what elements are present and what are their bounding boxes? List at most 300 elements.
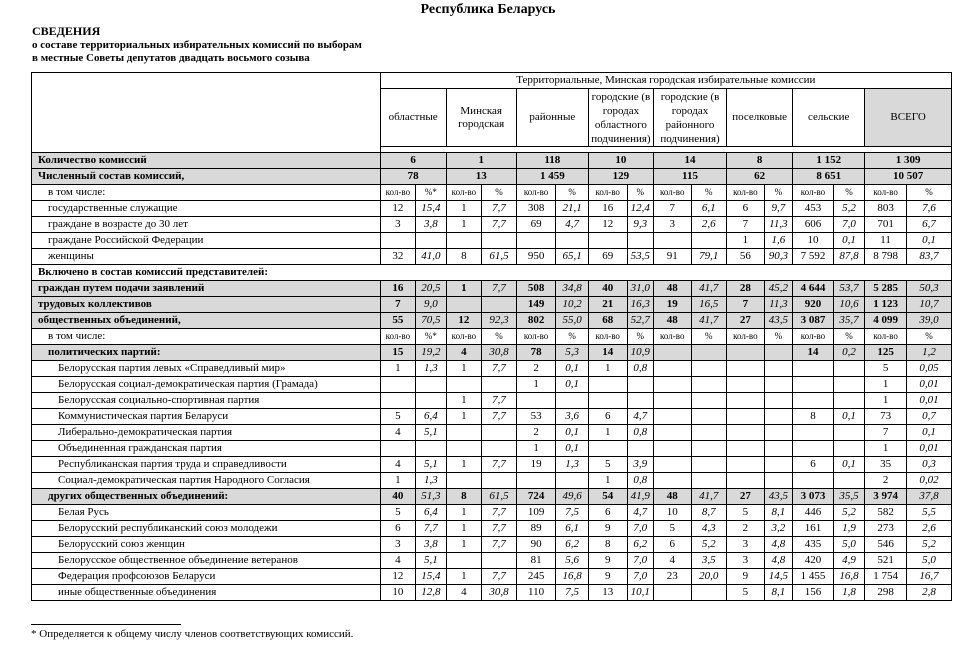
cell-percent: 7,7	[482, 217, 517, 233]
cell-percent	[691, 441, 727, 457]
cell-count: 69	[588, 249, 627, 265]
cell-count: 1	[446, 201, 482, 217]
column-subheader: кол-во	[588, 185, 627, 201]
cell-percent: 20,0	[691, 569, 727, 585]
cell-percent: 45,2	[764, 281, 792, 297]
cell-count: 5	[588, 457, 627, 473]
cell-count: 3 073	[793, 489, 834, 505]
cell-count: 2	[516, 361, 556, 377]
cell-percent	[833, 441, 865, 457]
table-row	[32, 185, 952, 201]
cell-count	[653, 233, 691, 249]
cell-count: 14	[588, 345, 627, 361]
cell-count: 5	[865, 361, 907, 377]
column-subheader: %	[482, 329, 517, 345]
cell-percent: 1,6	[764, 233, 792, 249]
cell-percent: 4,9	[833, 553, 865, 569]
column-subheader: кол-во	[380, 329, 416, 345]
column-subheader: %	[691, 185, 727, 201]
column-subheader: %	[764, 185, 792, 201]
cell-count: 1	[380, 361, 416, 377]
cell-count: 420	[793, 553, 834, 569]
cell-count: 1	[446, 457, 482, 473]
cell-count: 55	[380, 313, 416, 329]
cell-percent: 1,8	[833, 585, 865, 601]
cell-count: 1	[588, 473, 627, 489]
cell-count: 1	[516, 441, 556, 457]
cell-count: 6	[380, 521, 416, 537]
cell-count: 48	[653, 281, 691, 297]
country-heading: Республика Беларусь	[420, 2, 556, 17]
table-row	[32, 265, 952, 281]
row-label: Белорусское общественное объединение ветеранов	[32, 553, 381, 569]
cell-percent: 5,3	[556, 345, 589, 361]
cell-count: 21	[588, 297, 627, 313]
cell-percent	[764, 361, 792, 377]
cell-count: 1	[865, 441, 907, 457]
cell-count: 12	[380, 569, 416, 585]
cell-count: 15	[380, 345, 416, 361]
cell-percent: 5,2	[833, 201, 865, 217]
cell-count	[653, 377, 691, 393]
cell-percent: 41,7	[691, 313, 727, 329]
cell-count: 8	[446, 249, 482, 265]
cell-count	[588, 233, 627, 249]
column-header-minsk-city: Минская городская	[446, 89, 516, 147]
cell-value: 10	[588, 153, 653, 169]
cell-percent: 83,7	[906, 249, 951, 265]
cell-percent: 43,5	[764, 313, 792, 329]
cell-count: 7 592	[793, 249, 834, 265]
cell-percent: 10,6	[833, 297, 865, 313]
cell-count: 298	[865, 585, 907, 601]
cell-count	[727, 361, 765, 377]
cell-percent: 9,3	[627, 217, 653, 233]
cell-count	[793, 393, 834, 409]
row-label: Объединенная гражданская партия	[32, 441, 381, 457]
column-subheader: %	[482, 185, 517, 201]
column-header-oblast: областные	[380, 89, 446, 147]
cell-percent: 41,0	[416, 249, 446, 265]
cell-percent: 20,5	[416, 281, 446, 297]
column-header-rural: сельские	[793, 89, 865, 147]
cell-percent: 5,2	[906, 537, 951, 553]
cell-percent: 7,7	[416, 521, 446, 537]
cell-percent: 0,1	[556, 377, 589, 393]
cell-count: 2	[865, 473, 907, 489]
row-label: иные общественные объединения	[32, 585, 381, 601]
cell-count: 11	[865, 233, 907, 249]
cell-count: 5	[380, 505, 416, 521]
cell-percent: 2,8	[906, 585, 951, 601]
cell-percent	[691, 233, 727, 249]
cell-percent: 8,1	[764, 585, 792, 601]
cell-percent	[691, 409, 727, 425]
cell-percent: 21,1	[556, 201, 589, 217]
cell-percent: 7,7	[482, 201, 517, 217]
cell-count: 19	[516, 457, 556, 473]
cell-count: 10	[380, 585, 416, 601]
row-label: граждан путем подачи заявлений	[32, 281, 381, 297]
cell-percent: 49,6	[556, 489, 589, 505]
cell-count: 1 123	[865, 297, 907, 313]
column-subheader: %	[691, 329, 727, 345]
cell-count	[727, 441, 765, 457]
column-subheader: кол-во	[727, 185, 765, 201]
cell-percent: 0,1	[906, 425, 951, 441]
cell-count	[653, 409, 691, 425]
cell-count: 446	[793, 505, 834, 521]
cell-count: 7	[653, 201, 691, 217]
cell-count: 4 099	[865, 313, 907, 329]
cell-percent	[691, 345, 727, 361]
cell-percent: 16,8	[833, 569, 865, 585]
cell-count: 48	[653, 313, 691, 329]
column-subheader: кол-во	[380, 185, 416, 201]
cell-count: 1	[865, 377, 907, 393]
cell-count	[380, 233, 416, 249]
cell-count: 8 798	[865, 249, 907, 265]
table-row	[32, 329, 952, 345]
table-row	[32, 297, 952, 313]
cell-percent: 1,3	[556, 457, 589, 473]
cell-count: 9	[588, 553, 627, 569]
cell-count: 16	[380, 281, 416, 297]
cell-percent: 34,8	[556, 281, 589, 297]
table-row	[32, 537, 952, 553]
cell-percent: 6,4	[416, 505, 446, 521]
cell-percent: 19,2	[416, 345, 446, 361]
cell-percent: 7,7	[482, 569, 517, 585]
cell-percent: 31,0	[627, 281, 653, 297]
column-header-district: районные	[516, 89, 588, 147]
cell-percent: 12,4	[627, 201, 653, 217]
cell-count: 4 644	[793, 281, 834, 297]
cell-percent: 4,7	[627, 505, 653, 521]
column-subheader: %	[906, 185, 951, 201]
cell-count: 803	[865, 201, 907, 217]
column-subheader: %	[764, 329, 792, 345]
row-label: Либерально-демократическая партия	[32, 425, 381, 441]
cell-count: 40	[588, 281, 627, 297]
cell-count: 3 974	[865, 489, 907, 505]
row-label: женщины	[32, 249, 381, 265]
cell-count: 1	[727, 233, 765, 249]
cell-percent	[556, 393, 589, 409]
cell-percent: 0,1	[556, 361, 589, 377]
column-subheader: %	[556, 329, 589, 345]
cell-count: 4	[653, 553, 691, 569]
cell-count: 68	[588, 313, 627, 329]
cell-count: 1	[588, 425, 627, 441]
cell-count: 110	[516, 585, 556, 601]
cell-count: 32	[380, 249, 416, 265]
cell-percent: 9,7	[764, 201, 792, 217]
row-label: Федерация профсоюзов Беларуси	[32, 569, 381, 585]
cell-percent: 30,8	[482, 345, 517, 361]
cell-count	[516, 473, 556, 489]
cell-count	[793, 441, 834, 457]
cell-percent: 0,8	[627, 425, 653, 441]
cell-percent: 10,2	[556, 297, 589, 313]
cell-count: 2	[727, 521, 765, 537]
cell-percent	[691, 425, 727, 441]
cell-count	[653, 361, 691, 377]
cell-percent	[691, 473, 727, 489]
cell-percent: 35,5	[833, 489, 865, 505]
table-row	[32, 361, 952, 377]
cell-percent: 6,1	[556, 521, 589, 537]
cell-percent: 7,5	[556, 505, 589, 521]
cell-count	[653, 473, 691, 489]
table-row	[32, 345, 952, 361]
cell-percent: 0,8	[627, 361, 653, 377]
cell-percent: 1,3	[416, 473, 446, 489]
table-row	[32, 425, 952, 441]
table-row	[32, 505, 952, 521]
row-label: других общественных объединений:	[32, 489, 381, 505]
cell-count	[446, 377, 482, 393]
cell-count: 7	[865, 425, 907, 441]
cell-count	[727, 393, 765, 409]
cell-percent: 5,2	[691, 537, 727, 553]
cell-count: 724	[516, 489, 556, 505]
cell-percent	[764, 409, 792, 425]
cell-percent: 0,05	[906, 361, 951, 377]
cell-count	[653, 585, 691, 601]
cell-percent	[833, 393, 865, 409]
cell-percent: 55,0	[556, 313, 589, 329]
row-label: трудовых коллективов	[32, 297, 381, 313]
cell-percent: 87,8	[833, 249, 865, 265]
cell-percent	[764, 377, 792, 393]
cell-percent: 0,3	[906, 457, 951, 473]
cell-count	[588, 377, 627, 393]
cell-percent: 7,7	[482, 409, 517, 425]
cell-count	[653, 345, 691, 361]
cell-percent: 61,5	[482, 249, 517, 265]
cell-count: 2	[516, 425, 556, 441]
cell-count: 48	[653, 489, 691, 505]
cell-percent	[691, 361, 727, 377]
cell-count: 3 087	[793, 313, 834, 329]
column-subheader: кол-во	[446, 185, 482, 201]
row-label: Включено в состав комиссий представителей:	[32, 265, 952, 281]
cell-count	[588, 441, 627, 457]
cell-percent: 5,1	[416, 425, 446, 441]
column-header-city-oblast-subordination: городские (в городах областного подчинения)	[588, 89, 653, 147]
cell-count: 14	[793, 345, 834, 361]
cell-count: 4	[446, 585, 482, 601]
cell-count: 1	[446, 217, 482, 233]
cell-count: 156	[793, 585, 834, 601]
cell-count: 1	[380, 473, 416, 489]
cell-count: 23	[653, 569, 691, 585]
cell-count: 5	[727, 505, 765, 521]
cell-count: 8	[793, 409, 834, 425]
cell-value: 6	[380, 153, 446, 169]
cell-percent: 51,3	[416, 489, 446, 505]
cell-percent: 8,7	[691, 505, 727, 521]
cell-count	[516, 393, 556, 409]
column-header-total: ВСЕГО	[865, 89, 952, 147]
column-subheader: %*	[416, 329, 446, 345]
row-label: Социал-демократическая партия Народного Согласия	[32, 473, 381, 489]
cell-value: 1	[446, 153, 516, 169]
table-row	[32, 249, 952, 265]
document-subtitle-line-2: в местные Советы депутатов двадцать восьмого созыва	[32, 52, 310, 64]
cell-count	[653, 457, 691, 473]
column-subheader: кол-во	[793, 329, 834, 345]
column-subheader: %	[627, 329, 653, 345]
table-row	[32, 281, 952, 297]
table-row	[32, 553, 952, 569]
row-label: Белая Русь	[32, 505, 381, 521]
cell-count: 1	[865, 393, 907, 409]
table-row	[32, 201, 952, 217]
cell-percent: 16,5	[691, 297, 727, 313]
cell-percent	[556, 233, 589, 249]
cell-count: 3	[727, 537, 765, 553]
column-subheader: кол-во	[653, 329, 691, 345]
column-subheader: кол-во	[865, 329, 907, 345]
cell-count	[727, 377, 765, 393]
table-row	[32, 233, 952, 249]
cell-count: 4	[380, 425, 416, 441]
table-row	[32, 569, 952, 585]
cell-percent: 0,8	[627, 473, 653, 489]
cell-count	[446, 425, 482, 441]
cell-percent: 2,6	[691, 217, 727, 233]
cell-percent	[764, 457, 792, 473]
cell-count	[380, 377, 416, 393]
cell-count: 12	[446, 313, 482, 329]
cell-percent: 1,3	[416, 361, 446, 377]
cell-count: 3	[380, 217, 416, 233]
cell-value: 8 651	[793, 169, 865, 185]
row-label: Белорусская социально-спортивная партия	[32, 393, 381, 409]
cell-count: 1 455	[793, 569, 834, 585]
cell-percent	[482, 441, 517, 457]
cell-percent: 65,1	[556, 249, 589, 265]
cell-count	[793, 377, 834, 393]
cell-count	[653, 425, 691, 441]
row-label: общественных объединений,	[32, 313, 381, 329]
cell-count: 90	[516, 537, 556, 553]
cell-value: 118	[516, 153, 588, 169]
cell-percent: 7,0	[627, 569, 653, 585]
document-title: СВЕДЕНИЯ	[32, 24, 101, 38]
cell-percent: 4,3	[691, 521, 727, 537]
column-subheader: %	[906, 329, 951, 345]
cell-percent: 0,01	[906, 393, 951, 409]
cell-count: 4	[446, 345, 482, 361]
cell-percent: 1,9	[833, 521, 865, 537]
cell-count: 273	[865, 521, 907, 537]
column-subheader: %	[833, 185, 865, 201]
cell-value: 1 309	[865, 153, 952, 169]
cell-count: 35	[865, 457, 907, 473]
cell-percent: 7,7	[482, 281, 517, 297]
cell-percent	[691, 377, 727, 393]
cell-percent: 0,1	[833, 233, 865, 249]
cell-count: 81	[516, 553, 556, 569]
cell-percent: 41,7	[691, 489, 727, 505]
table-row	[32, 489, 952, 505]
cell-count: 1	[516, 377, 556, 393]
cell-count: 8	[446, 489, 482, 505]
cell-percent	[764, 441, 792, 457]
cell-count: 6	[588, 409, 627, 425]
cell-count: 308	[516, 201, 556, 217]
cell-percent: 7,7	[482, 521, 517, 537]
cell-count: 9	[588, 521, 627, 537]
cell-value: 115	[653, 169, 726, 185]
cell-percent: 3,6	[556, 409, 589, 425]
cell-count: 5	[653, 521, 691, 537]
cell-count	[446, 441, 482, 457]
cell-count: 453	[793, 201, 834, 217]
row-label: Коммунистическая партия Беларуси	[32, 409, 381, 425]
cell-percent	[416, 233, 446, 249]
cell-count: 7	[727, 297, 765, 313]
cell-percent: 7,7	[482, 537, 517, 553]
cell-percent: 7,7	[482, 393, 517, 409]
cell-count: 9	[588, 569, 627, 585]
cell-percent: 5,0	[833, 537, 865, 553]
cell-percent	[482, 377, 517, 393]
cell-count: 78	[516, 345, 556, 361]
cell-count: 6	[653, 537, 691, 553]
cell-percent: 10,1	[627, 585, 653, 601]
cell-percent: 11,3	[764, 297, 792, 313]
cell-count: 56	[727, 249, 765, 265]
cell-percent	[833, 377, 865, 393]
cell-count	[446, 473, 482, 489]
cell-value: 1 459	[516, 169, 588, 185]
cell-count: 1	[446, 569, 482, 585]
cell-percent: 7,5	[556, 585, 589, 601]
cell-percent: 30,8	[482, 585, 517, 601]
cell-count: 802	[516, 313, 556, 329]
cell-count	[793, 473, 834, 489]
cell-percent: 0,7	[906, 409, 951, 425]
table-row	[32, 521, 952, 537]
cell-percent	[627, 393, 653, 409]
cell-percent: 6,1	[691, 201, 727, 217]
cell-count: 125	[865, 345, 907, 361]
cell-percent: 0,02	[906, 473, 951, 489]
cell-count: 12	[380, 201, 416, 217]
cell-count: 10	[653, 505, 691, 521]
cell-percent: 92,3	[482, 313, 517, 329]
cell-percent	[627, 377, 653, 393]
cell-count: 54	[588, 489, 627, 505]
cell-count: 5	[380, 409, 416, 425]
cell-percent: 8,1	[764, 505, 792, 521]
cell-percent: 14,5	[764, 569, 792, 585]
column-header-settlement: поселковые	[727, 89, 793, 147]
cell-percent	[764, 473, 792, 489]
cell-percent: 10,7	[906, 297, 951, 313]
cell-count: 582	[865, 505, 907, 521]
table-row	[32, 313, 952, 329]
cell-percent: 39,0	[906, 313, 951, 329]
cell-percent: 7,7	[482, 457, 517, 473]
cell-count	[727, 345, 765, 361]
cell-count: 1	[446, 505, 482, 521]
column-subheader: кол-во	[516, 185, 556, 201]
